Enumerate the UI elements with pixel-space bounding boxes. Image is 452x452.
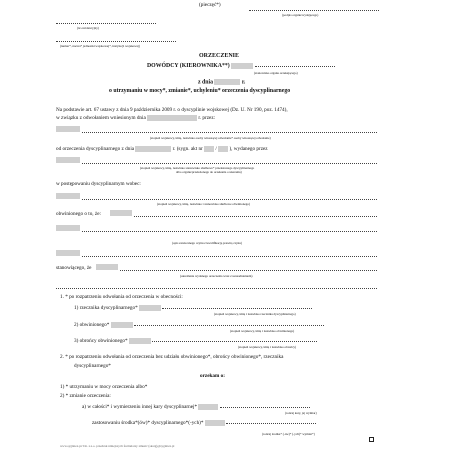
case-year-field[interactable] <box>218 146 228 152</box>
option-2: 2) * zmianie orzeczenia: <box>60 393 111 399</box>
charge-field-1[interactable] <box>110 210 132 216</box>
ruling-line-1 <box>120 270 377 271</box>
point-1: 1. * po rozpatrzeniu odwołania od orzeczenia w obecności: <box>60 294 183 300</box>
accused-field[interactable] <box>56 193 80 199</box>
option-1: 1) * utrzymaniu w mocy orzeczenia albo* <box>60 384 148 390</box>
intro-decision-text: od orzeczenia dyscyplinarnego z dnia <box>56 146 135 153</box>
option-2b-caption: (rodzaj środka* (-ów)* (-ych)* wymiar*) <box>262 432 315 436</box>
point-1-2-caption: (stopień wojskowy, imię i nazwisko obwinionego) <box>230 329 295 333</box>
point-1-3 <box>74 337 317 344</box>
issuer-caption-b: albo organu/przełożonego do orzekania o ukaraniu) <box>176 170 242 174</box>
point-1-2 <box>74 321 324 328</box>
stamp-label: (pieczęć*) <box>199 2 221 8</box>
option-2a-caption: (rodzaj kary, jej wymiar) <box>285 411 317 415</box>
title-line1: ORZECZENIE <box>199 53 240 59</box>
appellant-caption: (stopień wojskowy, imię, nazwisko osoby wnoszącej odwołanie* osoby wnoszącej odwołanie) <box>150 136 271 140</box>
intro-appeal-suffix: r. przez: <box>198 115 216 122</box>
accused-line <box>82 199 377 200</box>
intro-accused-of: obwinionego o to, że: <box>56 211 101 217</box>
prosecutor-field[interactable] <box>139 305 161 311</box>
orzekam-heading: orzekam o: <box>200 373 225 379</box>
charge-field-3[interactable] <box>56 250 80 256</box>
decision-date-field[interactable] <box>135 146 171 152</box>
title-date-prefix: z dnia <box>198 79 213 86</box>
point-1-1-text: 1) rzecznika dyscyplinarnego* <box>74 305 138 311</box>
title-commander-field[interactable] <box>231 63 253 69</box>
issuer-caption: (stopień wojskowy, imię, nazwisko stanowisko służbowe* przełożonego dyscyplinarnego <box>140 166 255 170</box>
defender-field[interactable] <box>129 338 151 344</box>
point-1-1-caption: (stopień wojskowy, imię i nazwisko rzecznika dyscyplinarnego) <box>214 312 296 316</box>
appeal-date-field[interactable] <box>147 115 197 121</box>
intro-decision-mid: r. (sygn. akt nr <box>172 146 203 153</box>
penalty-field[interactable] <box>198 404 218 410</box>
point-2: 2. * po rozpatrzeniu odwołania od orzeczenia bez udziału obwinionego*, obrońcy obwinionego*, rzecznika <box>60 354 284 360</box>
issuer-field[interactable] <box>56 157 80 163</box>
charge-line-3 <box>82 256 377 257</box>
accused-caption: (stopień wojskowy, imię, nazwisko i stanowisko służbowe obwinionego) <box>157 202 251 206</box>
unit-full-label: (numer*, nazwa* jednostki wojskowej*, instytucji wojskowej) <box>60 44 140 48</box>
intro-decision-end: ), wydanego przez <box>229 146 268 153</box>
point-1-2-text: 2) obwinionego* <box>74 322 110 328</box>
charge-field-2[interactable] <box>56 225 80 231</box>
point-1-1 <box>74 304 312 311</box>
intro-constituting: stanowiącego, że <box>56 265 92 271</box>
option-2a-text: a) w całości* i wymierzeniu innej kary dyscyplinarnej* <box>82 404 198 410</box>
title-line2 <box>147 62 335 69</box>
issuer-line <box>82 163 377 164</box>
appellant-field[interactable] <box>56 126 80 132</box>
charge-caption: (opis zarzucanego czynu z kwalifikacją prawną czynu) <box>172 241 242 245</box>
sig-right-label: (podpis organu/wydającego) <box>282 13 319 17</box>
ruling-line-2 <box>56 288 377 289</box>
charge-line-2 <box>82 231 377 232</box>
title-commander: DOWÓDCY (KIEROWNIKA**) <box>147 63 230 69</box>
option-2b-text: zastosowaniu środka*(ów)* dyscyplinarnego*(-ych)* <box>92 420 204 426</box>
option-2b <box>92 419 316 426</box>
title-line4: o utrzymaniu w mocy*, zmianie*, uchyleniu* orzeczenia dyscyplinarnego <box>109 88 291 94</box>
footer-text: www.sygnitex.pl/ Dz. z.z.o. przedruk niniejszych formularzy zmusić (skarg)@sygnitex.pl <box>60 444 175 448</box>
intro-legal-basis: Na podstawie art. 67 ustawy z dnia 9 października 2009 r. o dyscyplinie wojskowej (Dz. U. Nr 190, poz. 1474), <box>56 107 288 113</box>
point-1-3-text: 3) obrońcy obwinionego* <box>74 338 128 344</box>
unit-label: (nr ewidencyjny) <box>77 26 99 30</box>
page-marker-checkbox[interactable] <box>369 437 374 442</box>
intro-appeal-text: w związku z odwołaniem wniesionym dnia <box>56 115 146 122</box>
title-date <box>198 79 245 85</box>
intro-proceedings: w postępowaniu dyscyplinarnym wobec: <box>56 181 141 187</box>
accused-presence-field[interactable] <box>111 322 133 328</box>
measure-field[interactable] <box>205 420 225 426</box>
case-number-field[interactable] <box>204 146 214 152</box>
title-date-field[interactable] <box>214 79 240 85</box>
point-1-3-caption: (stopień wojskowy, imię i nazwisko obrońcy) <box>238 345 297 349</box>
appellant-line <box>82 132 377 133</box>
title-date-suffix: r. <box>241 79 246 86</box>
intro-decision: od orzeczenia dyscyplinarnego z dnia r. (sygn. akt nr / ), wydanego przez <box>56 146 268 153</box>
stamp-line <box>249 10 379 11</box>
ruling-caption: (określenie wydanego orzeczenia wraz z uzasadnieniem) <box>180 274 253 278</box>
point-2b: dyscyplinarnego* <box>74 363 111 369</box>
unit-full-line <box>56 41 176 42</box>
ruling-field[interactable] <box>96 264 118 270</box>
option-2a <box>82 403 310 410</box>
charge-line-1 <box>134 216 377 217</box>
title-line2-caption: (stanowisko organu orzekającego) <box>254 71 298 75</box>
unit-line <box>56 23 156 24</box>
intro-appeal <box>56 115 215 121</box>
